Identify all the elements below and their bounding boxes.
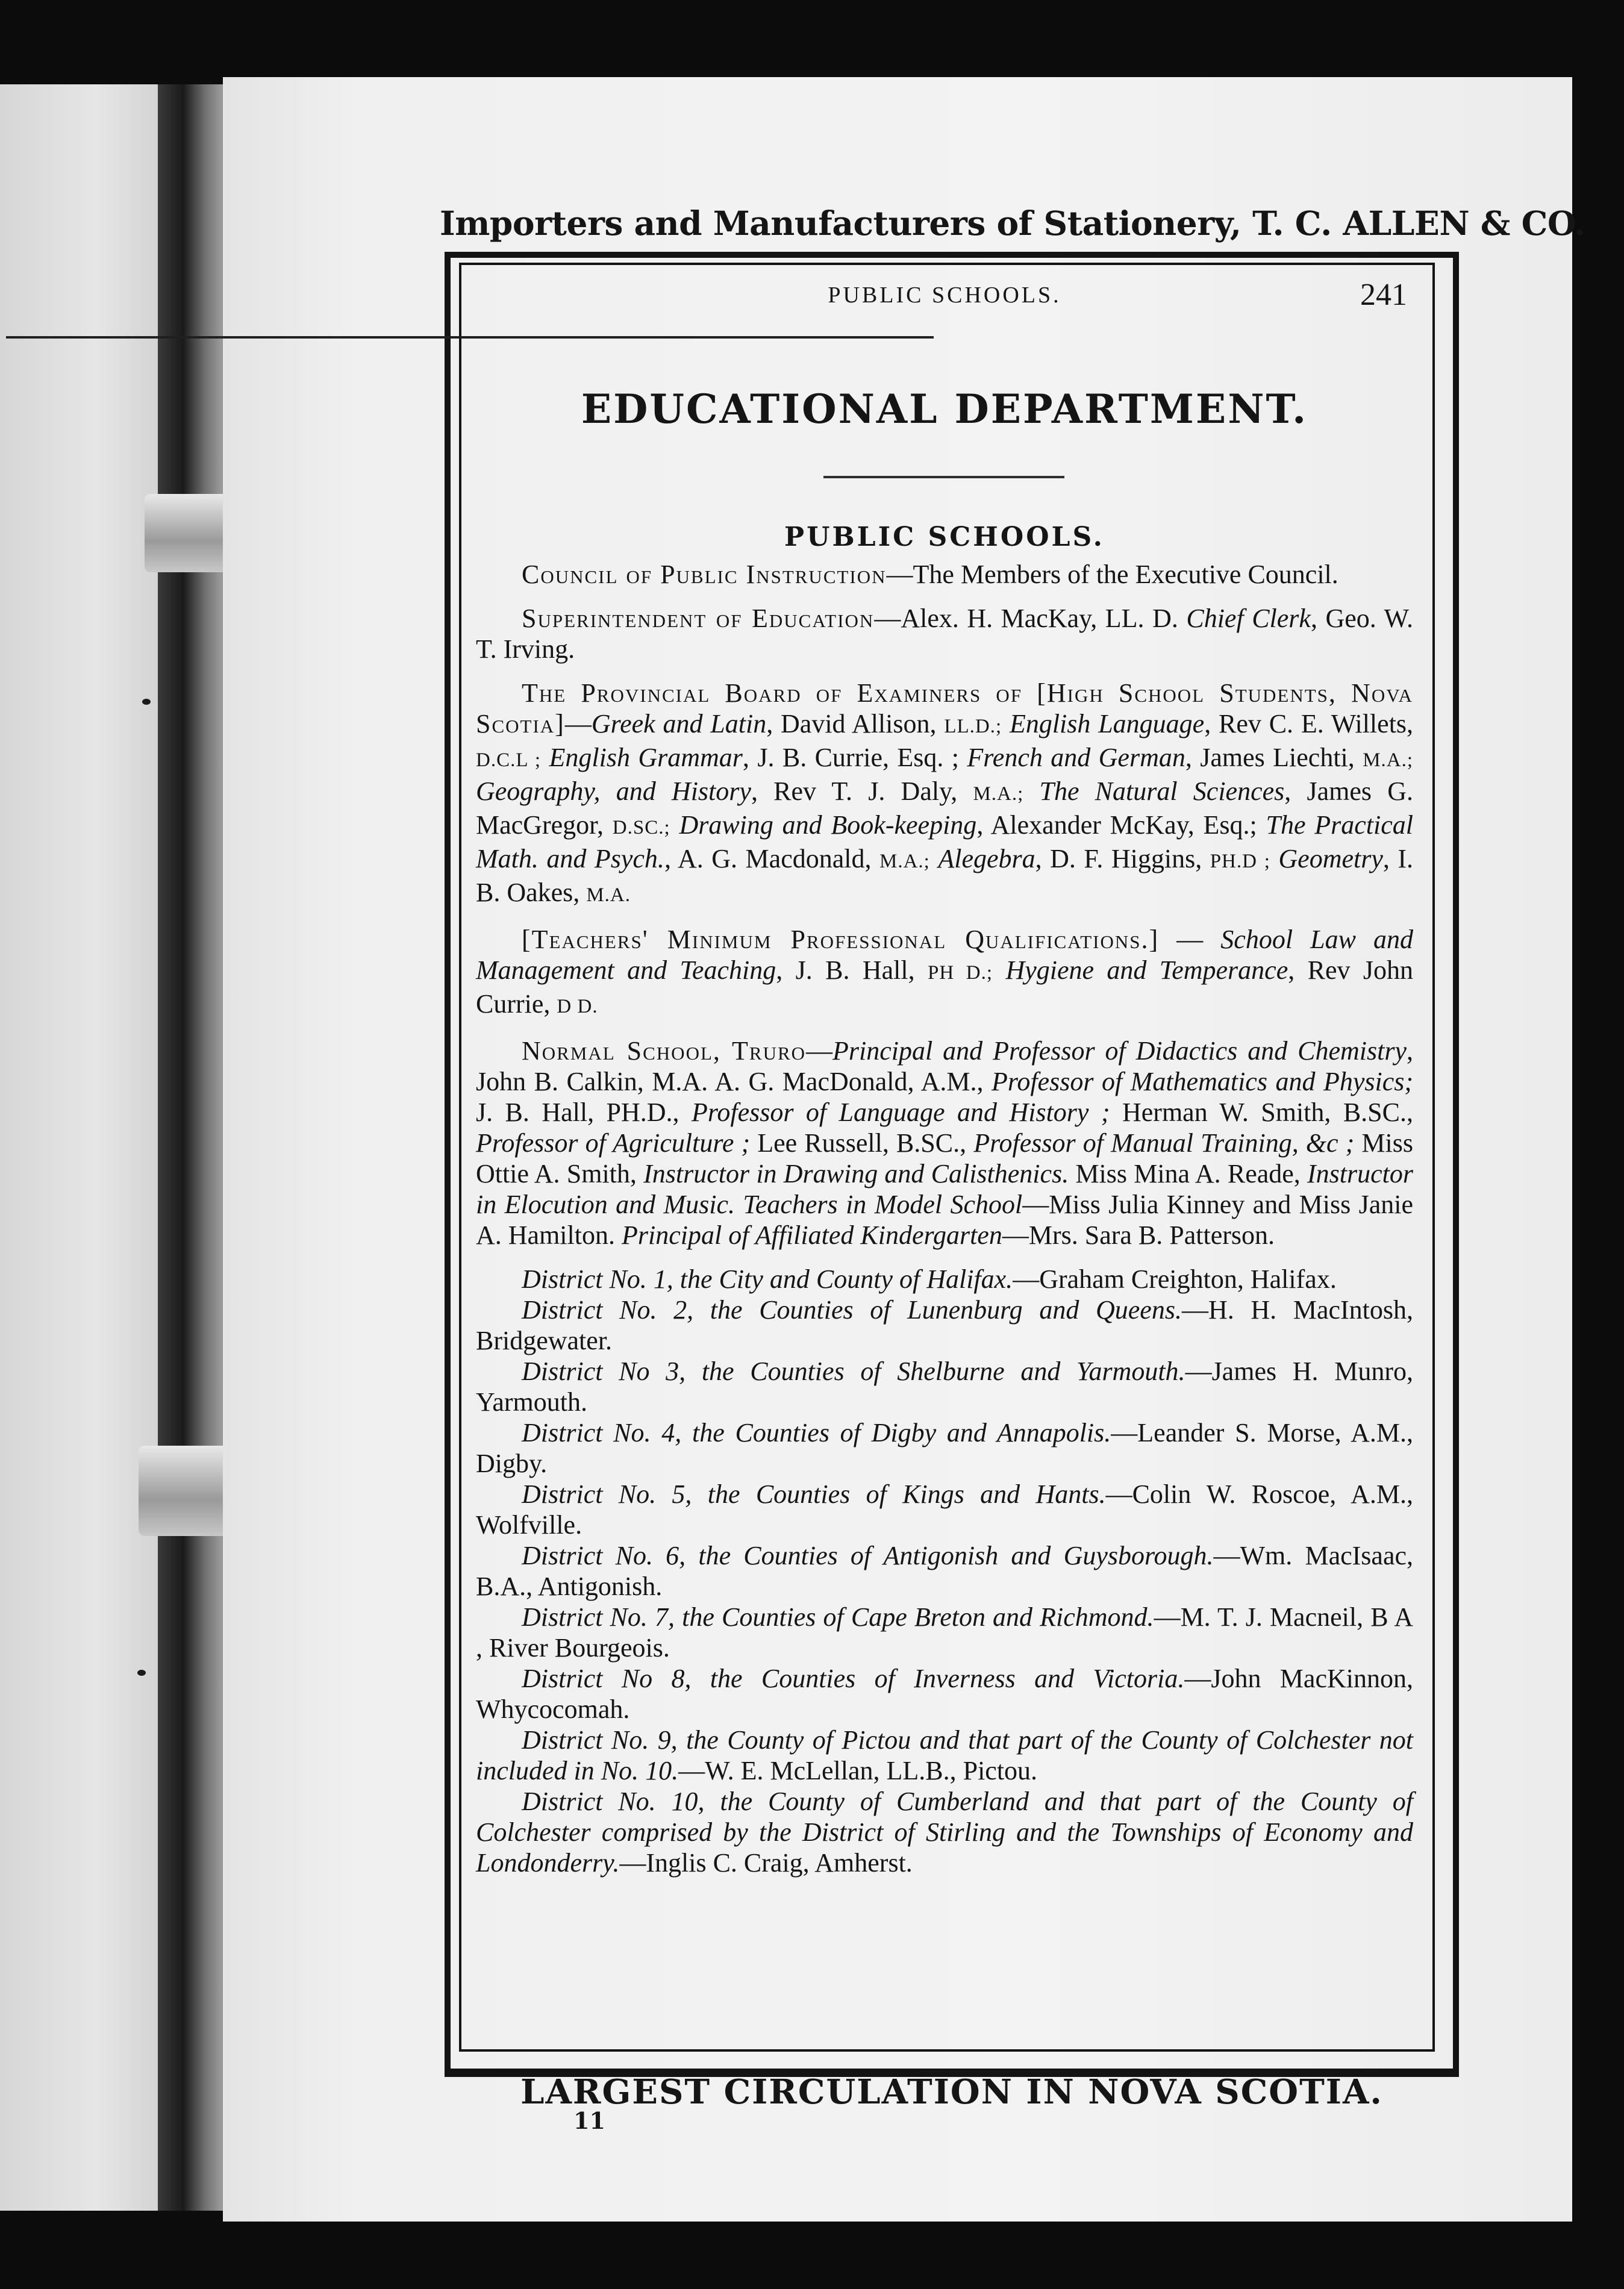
superintendent-label: Superintendent of Education [522,604,875,633]
normal-school-name: —Miss Julia Kinney and Miss Janie A. Hamilton. [476,1190,1413,1250]
district-number: District No 8, [522,1664,710,1693]
normal-school-role: Professor of Mathematics and Physics; [991,1067,1414,1096]
normal-school-role: Principal of Affiliated Kindergarten [621,1220,1002,1250]
subtitle: PUBLIC SCHOOLS. [784,522,1105,552]
teachers-name-2: Rev John Currie, [476,955,1414,1019]
ink-speck [142,699,151,705]
district-number: District No. 2, [522,1295,710,1325]
board-degree: PH.D ; [1210,851,1270,872]
teachers-entry: [Teachers' Minimum Professional Qualifications.] — School Law and Management and Teaching, J. B. Hall, PH D.; Hygiene and Temperance, Rev John Currie, D D. [476,925,1414,1019]
board-degree: D.SC.; [612,817,670,838]
district-area: the County of Pictou and that part of the County of Colchester not included in No. 10. [476,1725,1413,1785]
board-degree: M.A.; [879,851,930,872]
chief-clerk-name: , Geo. W. T. Irving. [476,604,1413,664]
board-subject: French and German [967,743,1185,772]
page-title: EDUCATIONAL DEPARTMENT. [581,386,1308,433]
ink-speck [137,1670,146,1676]
normal-school-name: , John B. Calkin, M.A. A. G. MacDonald, A.M., [476,1036,1413,1096]
board-subject: Geometry [1278,844,1383,873]
normal-school-role: Professor of Language and History ; [692,1098,1110,1127]
board-examiner: A. G. Macdonald, [678,844,879,873]
normal-school-name: Lee Russell, B.SC., [750,1128,974,1158]
board-examiner: Rev T. J. Daly, [773,776,973,806]
board-subject: Geography, and History [476,776,751,806]
normal-school-name: Herman W. Smith, B.SC., [1110,1098,1414,1127]
district-area: the Counties of Inverness and Victoria. [710,1664,1185,1693]
normal-school-role: Professor of Agriculture ; [476,1128,751,1158]
board-dash: — [564,709,592,739]
normal-school-role: Professor of Manual Training, &c ; [973,1128,1355,1158]
board-examiner: Rev C. E. Willets, [1219,709,1414,739]
board-examiners-list: Greek and Latin, David Allison, LL.D.; English Language, Rev C. E. Willets, D.C.L ; English Grammar, J. B. Currie, Esq. ; French and German, James Liechti, M.A.; Geography, and History, Rev T. J. Daly, M.A.; The Natural Sciences, James G. MacGregor, D.SC.; Drawing and Book-keeping, Alexander McKay, Esq.; The Practical Math. and Psych., A. G. Macdonald, M.A.; Alegebra, D. F. Higgins, PH.D ; Geometry, I. B. Oakes, M.A. [476,709,1414,907]
district-number: District No 3, [522,1357,702,1386]
footer-advert: LARGEST CIRCULATION IN NOVA SCOTIA. [520,2072,1383,2112]
district-area: the Counties of Digby and Annapolis. [692,1418,1111,1447]
district-area: the Counties of Cape Breton and Richmond. [682,1602,1154,1632]
board-subject: English Grammar [549,743,743,772]
normal-school-entry: Normal School, Truro—Principal and Professor of Didactics and Chemistry, John B. Calkin, M.A. A. G. MacDonald, A.M., Professor of Mathematics and Physics; J. B. Hall, PH.D., Professor of Language and History ; Herman W. Smith, B.SC., Professor of Agriculture ; Lee Russell, B.SC., Professor of Manual Training, &c ; Miss Ottie A. Smith, Instructor in Drawing and Calisthenics. Miss Mina A. Reade, Instructor in Elocution and Music. Teachers in Model School—Miss Julia Kinney and Miss Janie A. Hamilton. Principal of Affiliated Kindergarten—Mrs. Sara B. Patterson. [476,1036,1414,1250]
board-subject: The Practical Math. and Psych. [476,810,1414,873]
facing-page-edge [0,84,175,2211]
board-subject: Alegebra [938,844,1035,873]
normal-school-role: Instructor in Drawing and Calisthenics. [643,1159,1069,1188]
board-subject: Drawing and Book-keeping [679,810,977,840]
district-inspector: —Colin W. Roscoe, A.M., Wolfville. [476,1479,1414,1540]
district-inspector: —Leander S. Morse, A.M., Digby. [476,1418,1413,1478]
teachers-degree-1: PH D.; [927,962,993,984]
board-examiner: J. B. Currie, Esq. ; [757,743,960,772]
board-subject: The Natural Sciences [1039,776,1285,806]
board-examiner: D. F. Higgins, [1050,844,1210,873]
teachers-subject-2: Hygiene and Temperance [1005,955,1288,985]
page-header [476,263,1413,323]
district-number: District No. 4, [522,1418,692,1447]
board-examiner: Alexander McKay, Esq.; [990,810,1257,840]
district-area: the Counties of Antigonish and Guysborough. [698,1541,1214,1570]
board-degree: M.A.; [973,783,1024,805]
board-examiner: James G. MacGregor, [476,776,1413,840]
district-area: the Counties of Lunenburg and Queens. [710,1295,1182,1325]
section-heading: PUBLIC SCHOOLS. [828,283,1061,308]
council-text: —The Members of the Executive Council. [886,560,1338,589]
district-area: the County of Cumberland and that part of the County of Colchester comprised by the District of Stirling and the Townships of Economy and Londonderry. [476,1787,1413,1878]
board-subject: English Language [1009,709,1205,739]
district-number: District No. 10, [522,1787,720,1816]
board-examiner: I. B. Oakes, [476,844,1414,907]
district-inspector: —W. E. McLellan, LL.B., Pictou. [678,1756,1038,1785]
district-inspector: —Inglis C. Craig, Amherst. [619,1848,913,1878]
district-area: the Counties of Kings and Hants. [707,1479,1106,1509]
district-inspector: —Graham Creighton, Halifax. [1013,1264,1337,1294]
council-label: Council of Public Instruction [522,560,887,589]
board-degree: M.A.; [1363,749,1414,771]
district-number: District No. 6, [522,1541,699,1570]
district-inspector: —James H. Munro, Yarmouth. [476,1357,1413,1417]
signature-mark: 11 [573,2107,605,2134]
district-area: the Counties of Shelburne and Yarmouth. [701,1357,1185,1386]
district-number: District No. 7, [522,1602,682,1632]
normal-school-label: Normal School, Truro [522,1036,807,1066]
board-degree: M.A. [586,884,631,906]
teachers-degree-2: D D. [557,996,598,1017]
normal-school-role: Principal and Professor of Didactics and Chemistry [832,1036,1407,1066]
board-degree: LL.D.; [944,716,1002,737]
district-number: District No. 1, [522,1264,680,1294]
board-subject: Greek and Latin [591,709,767,739]
district-number: District No. 5, [522,1479,708,1509]
normal-school-name: —Mrs. Sara B. Patterson. [1002,1220,1275,1250]
district-area: the City and County of Halifax. [679,1264,1013,1294]
header-rule [6,336,934,339]
district-number: District No. 9, [522,1725,687,1755]
normal-school-name: Miss Ottie A. Smith, [476,1128,1414,1188]
chief-clerk-title: Chief Clerk [1186,604,1311,633]
board-examiner: James Liechti, [1200,743,1363,772]
normal-school-name: Miss Mina A. Reade, [1069,1159,1307,1188]
teachers-label: [Teachers' Minimum Professional Qualifications.] [522,925,1160,954]
normal-school-name: J. B. Hall, PH.D., [476,1098,692,1127]
district-inspector: —Wm. MacIsaac, B.A., Antigonish. [476,1541,1413,1601]
teachers-name-1: J. B. Hall, [795,955,928,985]
board-label: The Provincial Board of Examiners of [High School Students, Nova Scotia] [476,678,1413,739]
running-head: Importers and Manufacturers of Stationery, T. C. ALLEN & CO. [440,204,1585,243]
board-examiner: David Allison, [781,709,945,739]
district-inspector: —John MacKinnon, Whycocomah. [476,1664,1413,1724]
board-degree: D.C.L ; [476,749,542,771]
teachers-subject-1: School Law and Management and Teaching [476,925,1414,985]
district-inspector: —H. H. MacIntosh, Bridgewater. [476,1295,1414,1355]
district-inspector: —M. T. J. Macneil, B A , River Bourgeois. [476,1602,1413,1663]
normal-school-role: Instructor in Elocution and Music. Teachers in Model School [476,1159,1413,1219]
page-content [476,263,1413,2022]
page-number: 241 [1360,278,1407,312]
superintendent-text: —Alex. H. MacKay, LL. D. [874,604,1178,633]
